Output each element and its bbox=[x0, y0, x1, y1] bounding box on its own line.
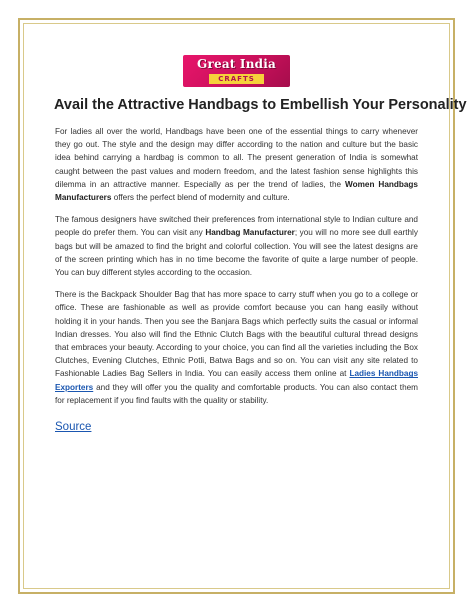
women-handbags-manufacturers-bold: Women Handbags Manufacturers bbox=[55, 179, 418, 203]
paragraph-1-text-a: For ladies all over the world, Handbags have been one of the essential things to carry whenever they go out. The style and the design may differ according to the nation and culture but the basic idea behind carrying a hardbag is common to all. The present generation of India is somewhat caught between the past values and modern freedom, and the latest fashion sense highlights this dilemma in an attractive manner. Especially as per the trend of ladies, the bbox=[55, 127, 418, 189]
paragraph-3-text-b: and they will offer you the quality and comfortable products. You can also contact them for replacement if you find faults with the quality or stability. bbox=[55, 382, 418, 405]
article-body bbox=[55, 125, 418, 416]
great-india-crafts-logo bbox=[183, 55, 290, 87]
logo-line2: CRAFTS bbox=[209, 74, 264, 84]
paragraph-1 bbox=[55, 125, 418, 204]
paragraph-2-text-a: The famous designers have switched their preferences from international style to Indian culture and people do prefer them. You can visit any bbox=[55, 215, 418, 238]
paragraph-3 bbox=[55, 288, 418, 407]
ladies-handbags-exporters-link[interactable]: Ladies Handbags Exporters bbox=[55, 369, 418, 392]
handbag-manufacturer-bold: Handbag Manufacturer bbox=[205, 228, 295, 238]
logo-line1: Great India bbox=[197, 57, 276, 71]
paragraph-3-text-a: There is the Backpack Shoulder Bag that has more space to carry stuff when you go to a college or office. These are fashionable as well as provide comfort because you can hang easily without holding it in your hands. Then you see the Banjara Bags which perfectly suits the casual or informal Indian dresses. You also will find the Ethnic Clutch Bags with the beautiful cultural thread designs that embraces your beauty. According to your choice, you can find all the varieties including the Box Clutches, Evening Clutches, Ethnic Potli, Batwa Bags and so on. You can visit any site related to Fashionable Ladies Bag Sellers in India. You can easily access them online at bbox=[55, 290, 418, 379]
source-link[interactable]: Source bbox=[55, 421, 92, 433]
article-title: Avail the Attractive Handbags to Embellish Your Personality bbox=[54, 97, 467, 113]
paragraph-2-text-b: ; you will no more see dull earthly bags but will be amazed to find the bright and colorful collection. You will see the latest designs are of the screen printing which has in no time become the favorite of quite a large number of people. You can buy different styles according to the occasion. bbox=[55, 228, 418, 278]
paragraph-1-text-b: offers the perfect blend of modernity and culture. bbox=[111, 193, 290, 203]
paragraph-2 bbox=[55, 213, 418, 279]
